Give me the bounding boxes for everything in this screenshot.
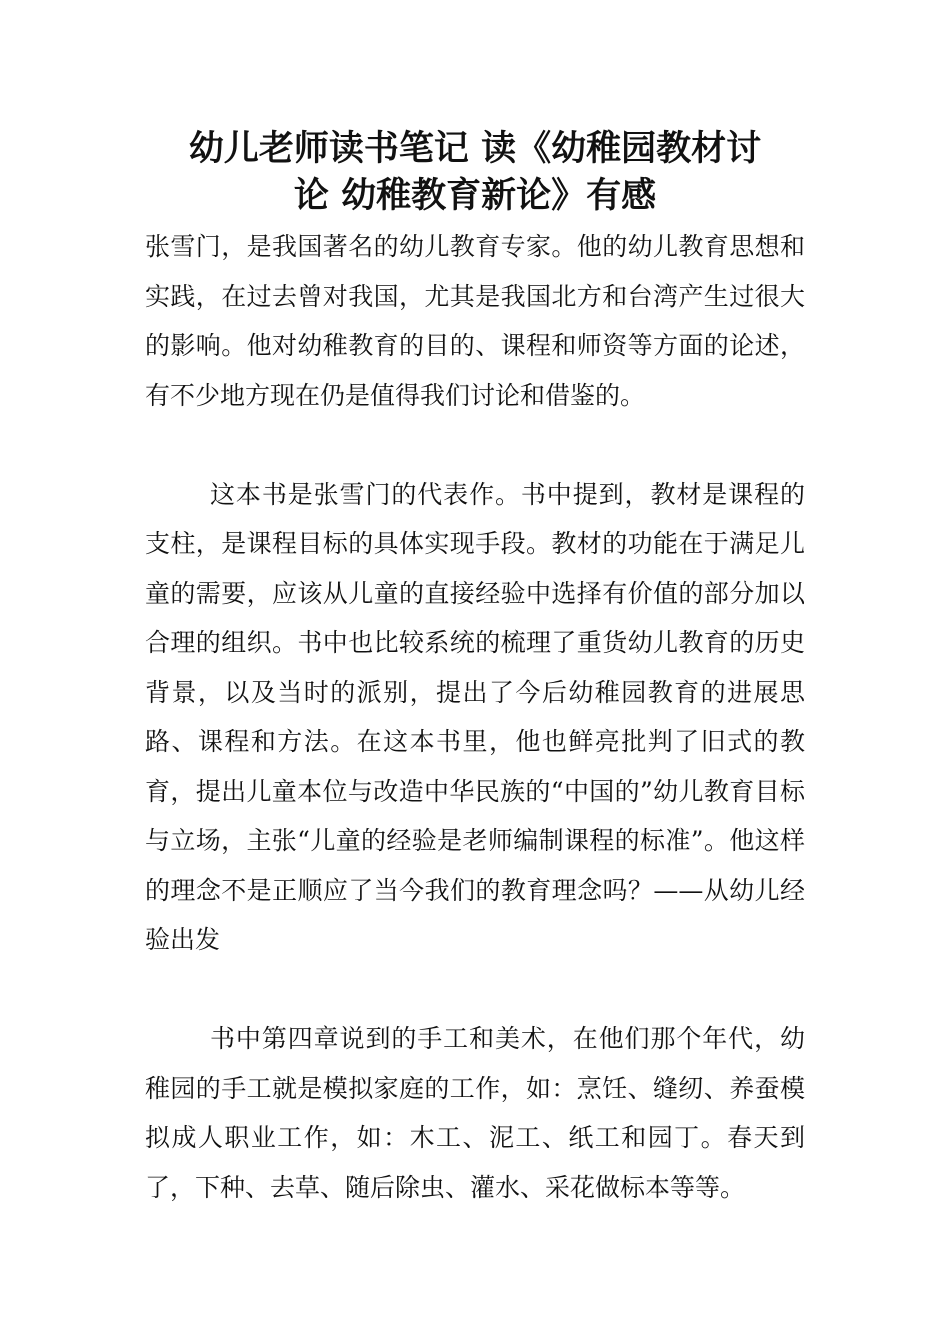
paragraph-3: 书中第四章说到的手工和美术，在他们那个年代，幼稚园的手工就是模拟家庭的工作，如：烹饪、缝纫、养蚕模拟成人职业工作，如：木工、泥工、纸工和园丁。春天到了，下种、去草、随后除虫、灌水、采花做标本等等。: [145, 1024, 805, 1202]
paragraph-1: 张雪门，是我国著名的幼儿教育专家。他的幼儿教育思想和实践，在过去曾对我国，尤其是我国北方和台湾产生过很大的影响。他对幼稚教育的目的、课程和师资等方面的论述，有不少地方现在仍是值得我们讨论和借鉴的。: [145, 232, 805, 410]
paragraph-gap: [145, 420, 805, 470]
title-line-1: 幼儿老师读书笔记 读《幼稚园教材讨: [188, 129, 762, 169]
page-content: [145, 126, 805, 1212]
document-title: [135, 126, 815, 220]
paragraph-gap: [145, 965, 805, 1015]
title-line-2: 论 幼稚教育新论》有感: [293, 176, 657, 216]
paragraph-2: 这本书是张雪门的代表作。书中提到，教材是课程的支柱，是课程目标的具体实现手段。教材的功能在于满足儿童的需要，应该从儿童的直接经验中选择有价值的部分加以合理的组织。书中也比较系统的梳理了重货幼儿教育的历史背景，以及当时的派别，提出了今后幼稚园教育的进展思路、课程和方法。在这本书里，他也鲜亮批判了旧式的教育，提出儿童本位与改造中华民族的“中国的”幼儿教育目标与立场，主张“儿童的经验是老师编制课程的标准”。他这样的理念不是正顺应了当今我们的教育理念吗？——从幼儿经验出发: [145, 479, 805, 954]
